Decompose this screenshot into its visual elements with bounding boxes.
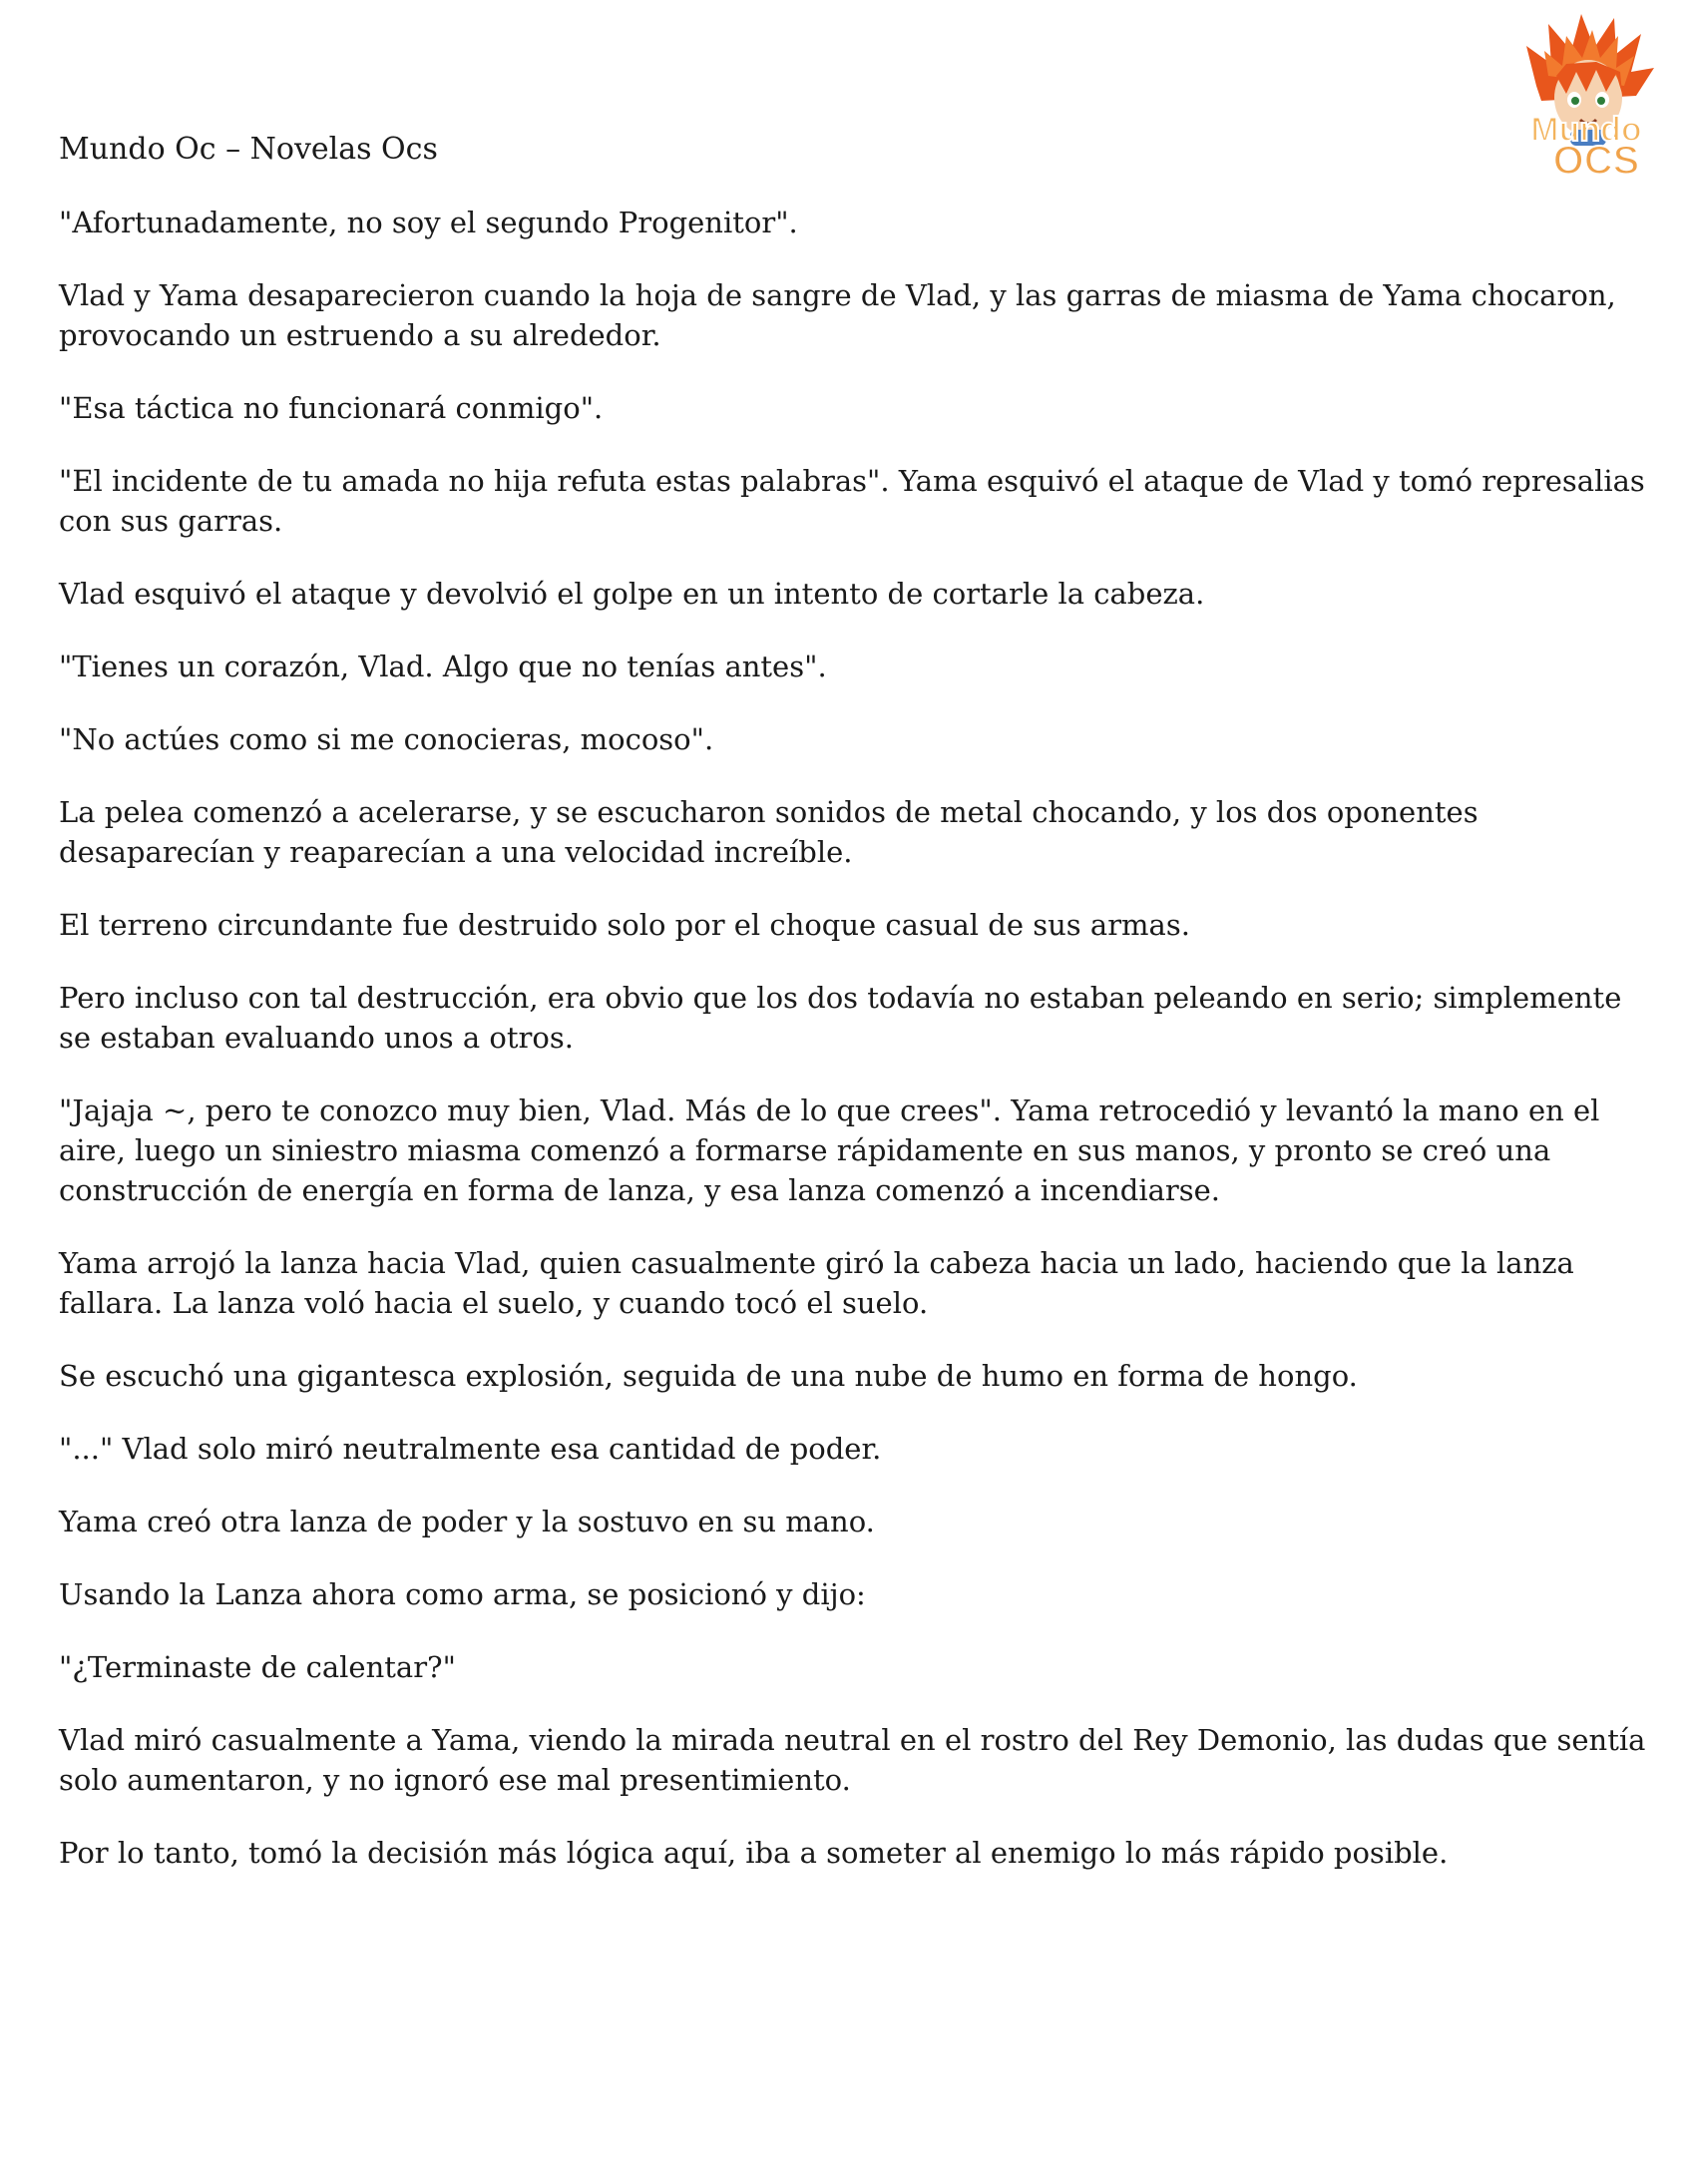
paragraph: "¿Terminaste de calentar?" [59, 1650, 456, 1684]
svg-text:OCS: OCS [1552, 139, 1640, 183]
paragraph: "No actúes como si me conocieras, mocoso". [59, 722, 714, 756]
svg-text:Mundo: Mundo [1530, 111, 1642, 149]
paragraph: "..." Vlad solo miró neutralmente esa cantidad de poder. [59, 1432, 882, 1466]
paragraph: Se escuchó una gigantesca explosión, seguida de una nube de humo en forma de hongo. [59, 1359, 1358, 1393]
paragraph: "El incidente de tu amada no hija refuta estas palabras". Yama esquivó el ataque de Vlad y tomó represalias con sus garras. [59, 464, 1645, 538]
paragraph: "Tienes un corazón, Vlad. Algo que no tenías antes". [59, 650, 827, 683]
paragraph: La pelea comenzó a acelerarse, y se escucharon sonidos de metal chocando, y los dos oponentes desaparecían y reaparecían a una velocidad increíble. [59, 795, 1478, 869]
paragraph: Vlad miró casualmente a Yama, viendo la mirada neutral en el rostro del Rey Demonio, las dudas que sentía solo aumentaron, y no ignoró ese mal presentimiento. [59, 1723, 1646, 1797]
mundo-ocs-logo [1496, 6, 1676, 186]
document-body [59, 203, 1655, 1906]
paragraph: El terreno circundante fue destruido solo por el choque casual de sus armas. [59, 908, 1190, 942]
logo-lettering [1530, 111, 1641, 183]
page-header: Mundo Oc – Novelas Ocs [59, 132, 438, 167]
paragraph: Yama arrojó la lanza hacia Vlad, quien casualmente giró la cabeza hacia un lado, haciendo que la lanza fallara. La lanza voló hacia el suelo, y cuando tocó el suelo. [59, 1246, 1574, 1320]
paragraph: Por lo tanto, tomó la decisión más lógica aquí, iba a someter al enemigo lo más rápido posible. [59, 1836, 1449, 1870]
paragraph: "Esa táctica no funcionará conmigo". [59, 391, 604, 425]
paragraph: Vlad esquivó el ataque y devolvió el golpe en un intento de cortarle la cabeza. [59, 577, 1205, 611]
paragraph: Usando la Lanza ahora como arma, se posicionó y dijo: [59, 1577, 866, 1611]
paragraph: Vlad y Yama desaparecieron cuando la hoja de sangre de Vlad, y las garras de miasma de Yama chocaron, provocando un estruendo a su alrededor. [59, 278, 1616, 352]
paragraph: Pero incluso con tal destrucción, era obvio que los dos todavía no estaban peleando en serio; simplemente se estaban evaluando unos a otros. [59, 981, 1622, 1055]
paragraph: "Afortunadamente, no soy el segundo Progenitor". [59, 206, 798, 239]
paragraph: "Jajaja ~, pero te conozco muy bien, Vlad. Más de lo que crees". Yama retrocedió y levantó la mano en el aire, luego un siniestro miasma comenzó a formarse rápidamente en sus manos, y pronto se creó una construcción de energía en forma de lanza, y esa lanza comenzó a incendiarse. [59, 1093, 1600, 1207]
paragraph: Yama creó otra lanza de poder y la sostuvo en su mano. [59, 1505, 875, 1538]
